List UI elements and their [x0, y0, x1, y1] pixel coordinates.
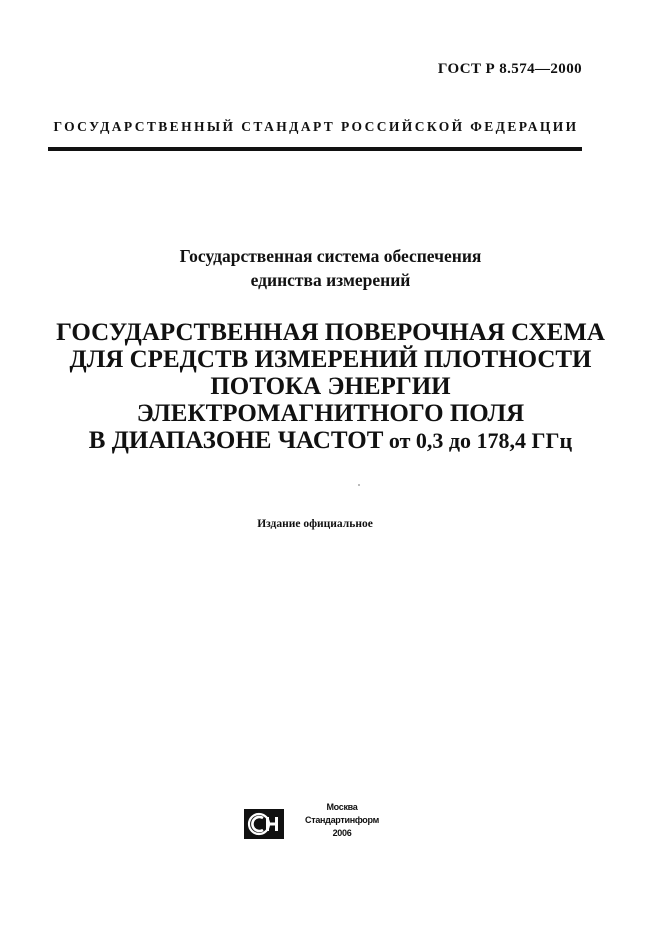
standard-designation: ГОСТ Р 8.574—2000 [437, 61, 582, 77]
publisher-block [244, 801, 404, 841]
main-title-frequency-upper: В ДИАПАЗОНЕ ЧАСТОТ [88, 427, 384, 454]
system-title-line: Государственная система обеспечения [179, 246, 482, 266]
standards-publisher-logo-icon [244, 809, 284, 839]
edition-note: Издание официальное [257, 518, 373, 530]
publisher-year: 2006 [332, 828, 352, 838]
system-title-line: единства измерений [250, 270, 411, 290]
main-title-line-frequency [0, 427, 661, 454]
main-title-line: ГОСУДАРСТВЕННАЯ ПОВЕРОЧНАЯ СХЕМА [56, 319, 605, 346]
main-title [0, 319, 661, 454]
system-title [0, 244, 661, 292]
header-rule [48, 147, 582, 151]
standard-header: ГОСУДАРСТВЕННЫЙ СТАНДАРТ РОССИЙСКОЙ ФЕДЕРАЦИИ [53, 119, 579, 134]
publisher-imprint [294, 801, 390, 840]
publisher-city: Москва [326, 802, 358, 812]
publisher-name: Стандартинформ [305, 815, 379, 825]
main-title-line: ДЛЯ СРЕДСТВ ИЗМЕРЕНИЙ ПЛОТНОСТИ [69, 346, 592, 373]
main-title-frequency-lower: от 0,3 до 178,4 ГГц [383, 428, 573, 453]
main-title-line: ЭЛЕКТРОМАГНИТНОГО ПОЛЯ [136, 400, 525, 427]
scan-speck [358, 484, 360, 486]
main-title-line: ПОТОКА ЭНЕРГИИ [210, 373, 451, 400]
